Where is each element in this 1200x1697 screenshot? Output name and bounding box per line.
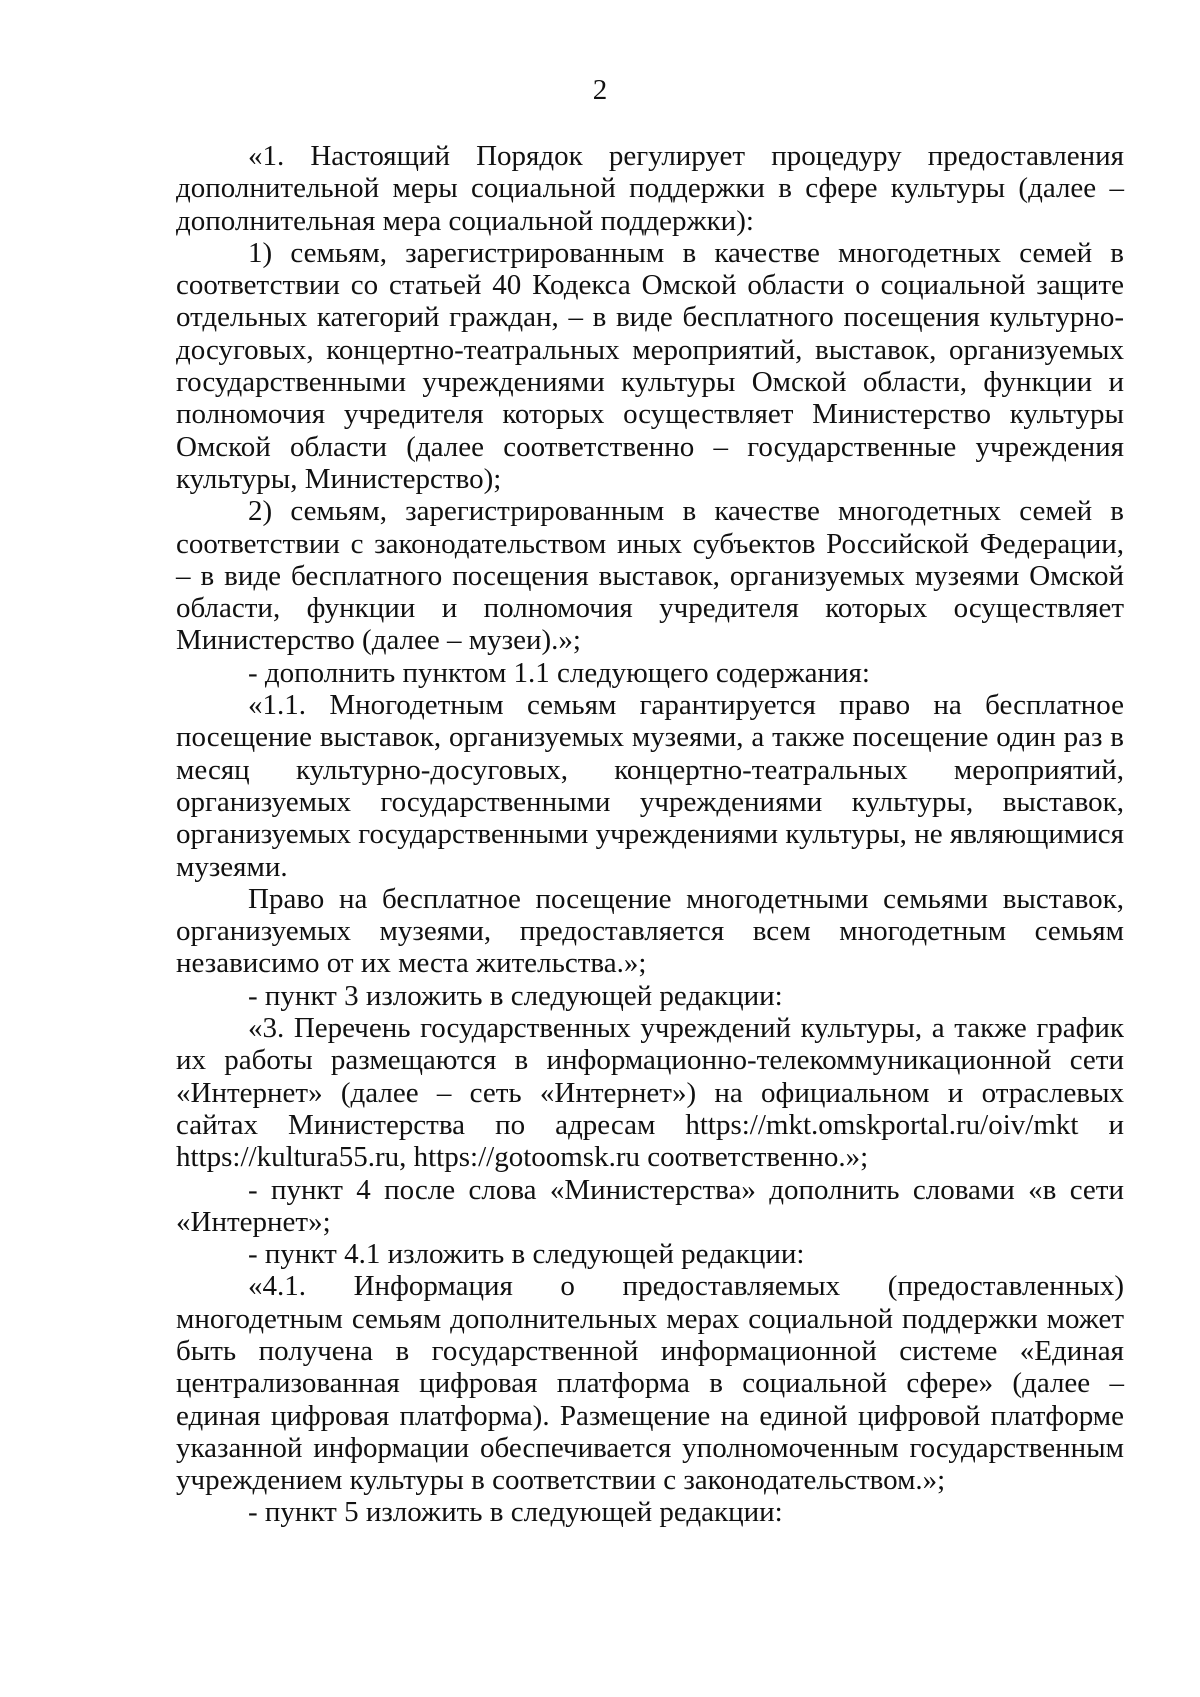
paragraph-7: - пункт 3 изложить в следующей редакции: [248,979,783,1012]
paragraph-12: - пункт 5 изложить в следующей редакции: [248,1496,783,1529]
document-body [176,140,1124,1529]
paragraph-3: 2) семьям, зарегистрированным в качестве многодетных семей в соответствии с законодательством иных субъектов Российской Федерации, – в виде бесплатного посещения выставок, организуемых музеями Омской области, функции и полномочия учредителя которых осуществляет Министерство (далее – музеи).»; [176,495,1124,657]
paragraph-11: «4.1. Информация о предоставляемых (предоставленных) многодетным семьям дополнительных мерах социальной поддержки может быть получена в государственной информационной системе «Единая централизованная цифровая платформа в социальной сфере» (далее – единая цифровая платформа). Размещение на единой цифровой платформе указанной информации обеспечивается уполномоченным государственным учреждением культуры в соответствии с законодательством.»; [176,1270,1124,1497]
paragraph-5: «1.1. Многодетным семьям гарантируется право на бесплатное посещение выставок, организуемых музеями, а также посещение один раз в месяц культурно-досуговых, концертно-театральных мероприятий, организуемых государственными учреждениями культуры, выставок, организуемых государственными учреждениями культуры, не являющимися музеями. [176,689,1124,883]
paragraph-2: 1) семьям, зарегистрированным в качестве многодетных семей в соответствии со статьей 40 Кодекса Омской области о социальной защите отдельных категорий граждан, – в виде бесплатного посещения культурно-досуговых, концертно-театральных мероприятий, выставок, организуемых государственными учреждениями культуры Омской области, функции и полномочия учредителя которых осуществляет Министерство культуры Омской области (далее соответственно – государственные учреждения культуры, Министерство); [176,236,1124,495]
paragraph-1: «1. Настоящий Порядок регулирует процедуру предоставления дополнительной меры социальной поддержки в сфере культуры (далее – дополнительная мера социальной поддержки): [176,140,1124,237]
paragraph-4: - дополнить пунктом 1.1 следующего содержания: [248,656,870,689]
paragraph-8: «3. Перечень государственных учреждений культуры, а также график их работы размещаются в информационно-телекоммуникационной сети «Интернет» (далее – сеть «Интернет») на официальном и отраслевых сайтах Министерства по адресам https://mkt.omskportal.ru/oiv/mkt и https://kultura55.ru, https://gotoomsk.ru соответственно.»; [176,1012,1124,1174]
paragraph-10: - пункт 4.1 изложить в следующей редакции: [248,1238,805,1271]
paragraph-9: - пункт 4 после слова «Министерства» дополнить словами «в сети «Интернет»; [176,1173,1124,1238]
paragraph-6: Право на бесплатное посещение многодетными семьями выставок, организуемых музеями, предоставляется всем многодетным семьям независимо от их места жительства.»; [176,882,1124,980]
page-number: 2 [592,74,608,106]
